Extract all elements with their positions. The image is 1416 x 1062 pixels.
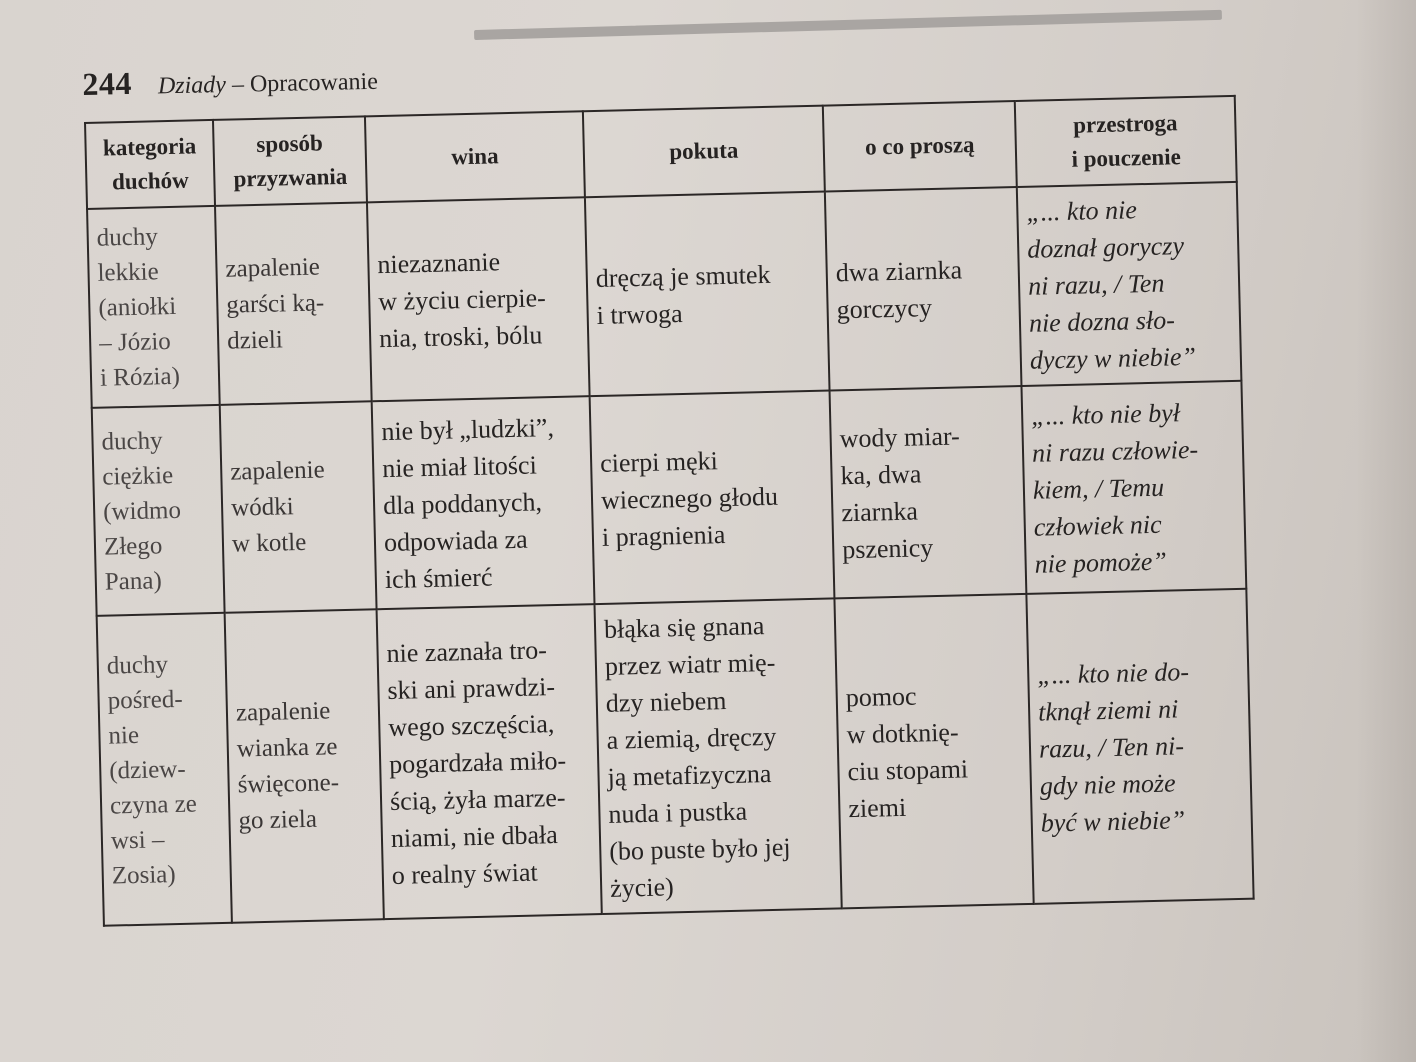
cell-summoning: zapalenie wianka ze święcone- go ziela xyxy=(225,609,384,922)
page-number: 244 xyxy=(82,64,133,102)
cell-penance: dręczą je smutek i trwoga xyxy=(585,192,830,397)
cell-category: duchy ciężkie (widmo Złego Pana) xyxy=(92,405,225,616)
cell-guilt: nie zaznała tro- ski ani prawdzi- wego szczęścia, pogardzała miło- ścią, żyła marze- niami, nie dbała o realny świat xyxy=(377,604,602,919)
cell-warning: „... kto nie był ni razu człowie- kiem, / Temu człowiek nic nie pomoże” xyxy=(1021,381,1246,594)
header-penance: pokuta xyxy=(583,106,825,198)
table-row xyxy=(87,182,1241,408)
cell-category: duchy lekkie (aniołki – Józio i Rózia) xyxy=(87,206,220,408)
page-edge-shadow xyxy=(1356,0,1416,1062)
cell-category: duchy pośred- nie (dziew- czyna ze wsi – Zosia) xyxy=(97,613,232,926)
cell-guilt: niezaznanie w życiu cierpie- nia, troski, bólu xyxy=(367,197,590,401)
running-header xyxy=(82,60,378,103)
table-row xyxy=(97,589,1254,926)
cell-request: pomoc w dotknię- ciu stopami ziemi xyxy=(834,594,1033,908)
cell-warning: „... kto nie do- tknął ziemi ni razu, / Ten ni- gdy nie może być w niebie” xyxy=(1026,589,1253,904)
header-category: kategoria duchów xyxy=(85,120,215,209)
table-row xyxy=(92,381,1247,616)
cell-summoning: zapalenie wódki w kotle xyxy=(220,401,377,613)
header-warning: przestroga i pouczenie xyxy=(1015,96,1237,187)
cell-summoning: zapalenie garści ką- dzieli xyxy=(215,202,372,405)
cell-penance: błąka się gnana przez wiatr mię- dzy niebem a ziemią, dręczy ją metafizyczna nuda i pustka (bo puste było jej życie) xyxy=(595,598,842,914)
cell-penance: cierpi męki wiecznego głodu i pragnienia xyxy=(590,391,835,605)
header-summoning: sposób przyzwania xyxy=(213,116,367,206)
header-guilt: wina xyxy=(365,111,585,202)
section-title: Opracowanie xyxy=(249,68,379,98)
spirits-table xyxy=(84,95,1255,927)
book-title: Dziady xyxy=(157,71,227,100)
cell-warning: „... kto nie doznał goryczy ni razu, / Ten nie dozna sło- dyczy w niebie” xyxy=(1017,182,1242,386)
header-separator: – xyxy=(225,71,251,98)
header-rule xyxy=(474,10,1222,40)
cell-guilt: nie był „ludzki”, nie miał litości dla poddanych, odpowiada za ich śmierć xyxy=(372,396,595,609)
cell-request: wody miar- ka, dwa ziarnka pszenicy xyxy=(830,386,1027,598)
spirits-table-wrapper xyxy=(84,95,1253,927)
cell-request: dwa ziarnka gorczycy xyxy=(825,187,1022,390)
header-request: o co proszą xyxy=(823,101,1017,191)
